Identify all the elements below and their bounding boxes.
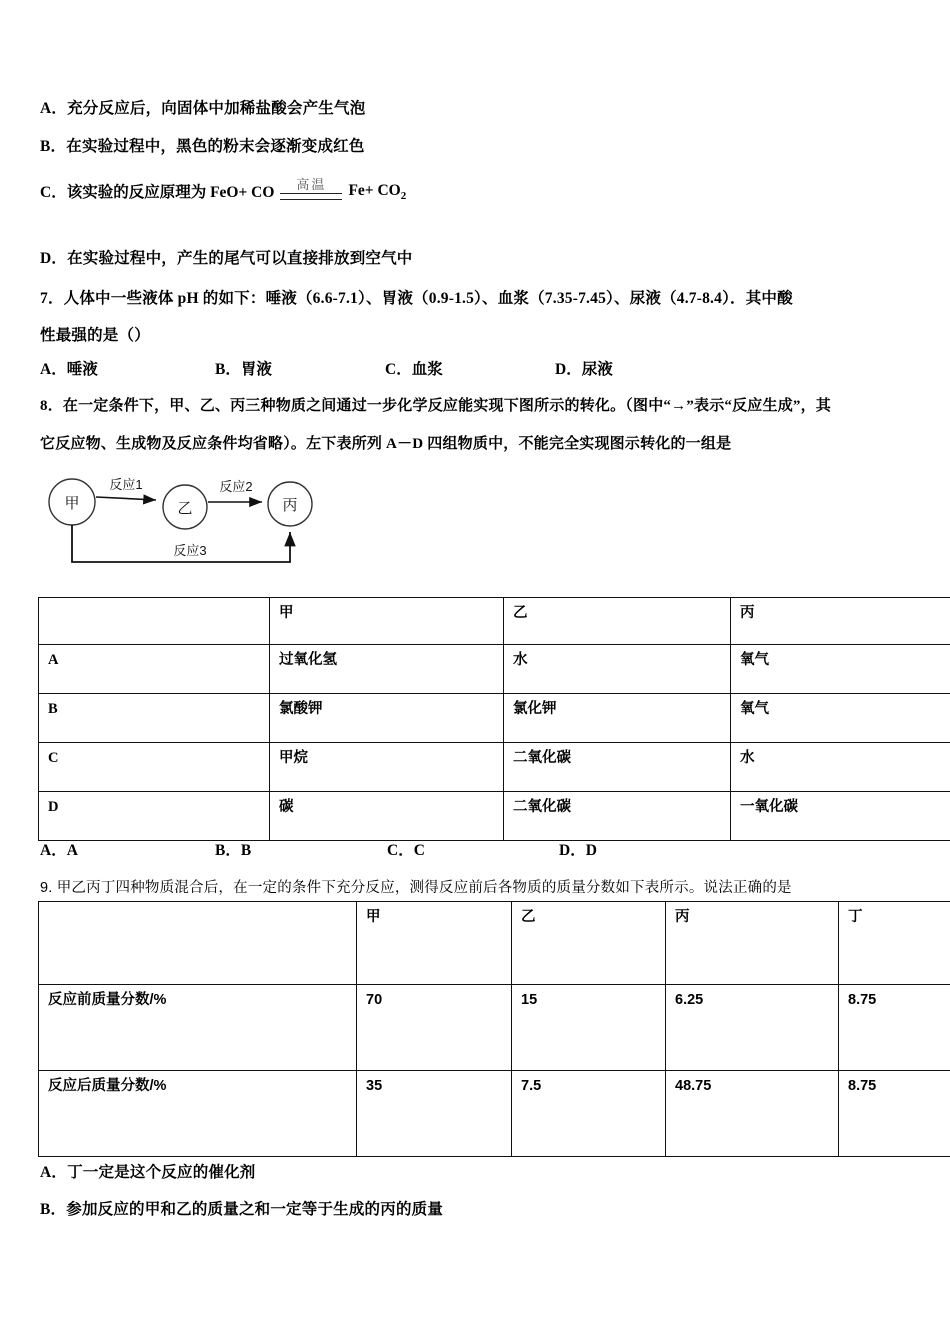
q9-header-yi: 乙 xyxy=(512,902,666,985)
q6-option-c-prefix: C．该实验的反应原理为 FeO+ CO xyxy=(40,183,275,201)
q8-row-c-bing: 水 xyxy=(731,743,950,792)
q8-option-b: B．B xyxy=(215,842,252,859)
q8-row-d-label: D xyxy=(39,792,270,841)
table-row xyxy=(39,1071,950,1157)
q8-row-a-yi: 水 xyxy=(504,645,731,694)
q9-option-b: B．参加反应的甲和乙的质量之和一定等于生成的丙的质量 xyxy=(40,1201,444,1218)
q8-row-a-label: A xyxy=(39,645,270,694)
table-header-row xyxy=(39,598,950,645)
q7-stem-line-2: 性最强的是（） xyxy=(40,327,150,344)
q8-row-b-label: B xyxy=(39,694,270,743)
q8-transformation-diagram xyxy=(40,466,370,574)
diagram-node-bing-label: 丙 xyxy=(282,497,298,514)
diagram-edge-1-line xyxy=(96,497,156,500)
q9-header-jia: 甲 xyxy=(357,902,512,985)
q8-header-bing: 丙 xyxy=(731,598,950,645)
q8-row-b-jia: 氯酸钾 xyxy=(270,694,504,743)
q7-options xyxy=(40,357,660,379)
q8-stem-line-2: 它反应物、生成物及反应条件均省略）。左下表所列 A－D 四组物质中，不能完全实现图示转化的一组是 xyxy=(40,436,732,452)
reaction-condition-label: 高温 xyxy=(296,177,327,192)
q8-row-d-bing: 一氧化碳 xyxy=(731,792,950,841)
table-header-row xyxy=(39,902,950,985)
q8-row-a-jia: 过氧化氢 xyxy=(270,645,504,694)
table-row xyxy=(39,792,950,841)
q9-stem: 9. 甲乙丙丁四种物质混合后，在一定的条件下充分反应，测得反应前后各物质的质量分数如下表所示。说法正确的是 xyxy=(40,880,792,896)
q6-option-d: D．在实验过程中，产生的尾气可以直接排放到空气中 xyxy=(40,250,413,267)
reaction-condition-arrow xyxy=(280,178,342,200)
q9-row-after-label: 反应后质量分数/% xyxy=(39,1071,357,1157)
q9-row-before-label: 反应前质量分数/% xyxy=(39,985,357,1071)
q8-row-d-yi: 二氧化碳 xyxy=(504,792,731,841)
q8-row-c-label: C xyxy=(39,743,270,792)
q8-row-c-jia: 甲烷 xyxy=(270,743,504,792)
q7-option-d: D．尿液 xyxy=(555,361,613,378)
q8-option-a: A．A xyxy=(40,842,78,859)
q6-option-c-product-text: Fe+ CO xyxy=(348,181,401,199)
q6-option-c-product xyxy=(348,182,406,202)
diagram-edge-3-label: 反应3 xyxy=(173,543,207,558)
table-row xyxy=(39,645,950,694)
q8-row-d-jia: 碳 xyxy=(270,792,504,841)
q9-row-before-ding: 8.75 xyxy=(839,985,950,1071)
q9-row-after-jia: 35 xyxy=(357,1071,512,1157)
q9-option-a: A．丁一定是这个反应的催化剂 xyxy=(40,1164,256,1181)
q8-row-b-bing: 氧气 xyxy=(731,694,950,743)
q9-row-after-ding: 8.75 xyxy=(839,1071,950,1157)
q9-row-before-bing: 6.25 xyxy=(666,985,839,1071)
q8-stem-line-1: 8．在一定条件下，甲、乙、丙三种物质之间通过一步化学反应能实现下图所示的转化。（图中“→”表示“反应生成”，其 xyxy=(40,398,832,414)
q9-row-after-yi: 7.5 xyxy=(512,1071,666,1157)
q7-stem-line-1: 7．人体中一些液体 pH 的如下：唾液（6.6‑7.1）、胃液（0.9‑1.5）、血浆（7.35‑7.45）、尿液（4.7‑8.4）．其中酸 xyxy=(40,290,793,307)
diagram-edge-1-label: 反应1 xyxy=(109,477,143,492)
diagram-edge-2-label: 反应2 xyxy=(219,479,253,494)
q9-row-before-jia: 70 xyxy=(357,985,512,1071)
diagram-node-yi-label: 乙 xyxy=(177,500,193,517)
table-row xyxy=(39,743,950,792)
q6-option-a: A．充分反应后，向固体中加稀盐酸会产生气泡 xyxy=(40,100,366,117)
q9-row-before-yi: 15 xyxy=(512,985,666,1071)
q9-header-bing: 丙 xyxy=(666,902,839,985)
q8-row-a-bing: 氧气 xyxy=(731,645,950,694)
q9-header-blank xyxy=(39,902,357,985)
q8-header-yi: 乙 xyxy=(504,598,731,645)
q7-option-c: C．血浆 xyxy=(385,361,443,378)
q8-option-c: C．C xyxy=(387,842,425,859)
q8-options xyxy=(40,838,600,860)
q7-option-a: A．唾液 xyxy=(40,361,98,378)
q8-row-c-yi: 二氧化碳 xyxy=(504,743,731,792)
diagram-node-jia-label: 甲 xyxy=(64,495,80,512)
table-row xyxy=(39,694,950,743)
q9-row-after-bing: 48.75 xyxy=(666,1071,839,1157)
q8-substances-table xyxy=(38,597,950,841)
q9-mass-fraction-table xyxy=(38,901,950,1157)
q6-option-b: B．在实验过程中，黑色的粉末会逐渐变成红色 xyxy=(40,138,365,155)
equation-double-line-arrow xyxy=(280,193,342,200)
q7-option-b: B．胃液 xyxy=(215,361,272,378)
q9-header-ding: 丁 xyxy=(839,902,950,985)
q8-row-b-yi: 氯化钾 xyxy=(504,694,731,743)
q8-header-jia: 甲 xyxy=(270,598,504,645)
table-row xyxy=(39,985,950,1071)
q8-header-blank xyxy=(39,598,270,645)
q6-option-c-product-subscript: 2 xyxy=(400,189,407,202)
q6-option-c xyxy=(40,178,406,202)
q8-option-d: D．D xyxy=(559,842,597,859)
